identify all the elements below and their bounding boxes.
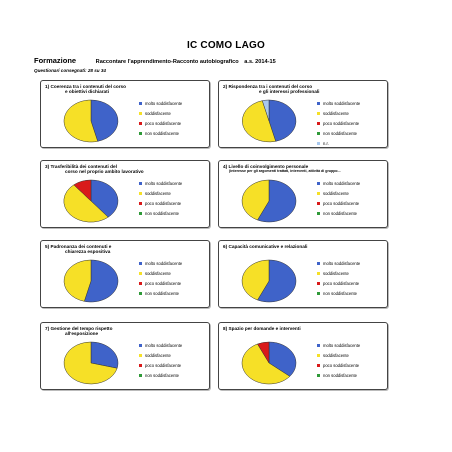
pie-chart [237, 340, 301, 386]
legend-item [139, 370, 182, 380]
chart-legend [139, 340, 182, 380]
legend-label: poco soddisfacente [145, 362, 182, 368]
chart-panel-4 [218, 160, 388, 228]
legend-label: molto soddisfacente [323, 260, 361, 266]
legend-swatch [317, 182, 320, 185]
legend-swatch [317, 142, 320, 145]
legend-swatch [139, 282, 142, 285]
subheader [34, 56, 434, 65]
legend-item [139, 350, 182, 360]
chart-title-line2: e gli interessi professionali [259, 89, 320, 95]
legend-label: soddisfacente [323, 190, 349, 196]
chart-title-line1: 4) Livello di coinvolgimento personale [223, 164, 309, 169]
legend-swatch [139, 344, 142, 347]
legend-label: molto soddisfacente [145, 100, 183, 106]
legend-swatch [139, 132, 142, 135]
chart-legend [139, 178, 182, 218]
legend-label: non soddisfacente [323, 130, 357, 136]
legend-label: soddisfacente [145, 270, 171, 276]
pie-chart [59, 178, 123, 224]
legend-label: poco soddisfacente [145, 200, 182, 206]
legend-item [317, 118, 360, 128]
legend-swatch [139, 112, 142, 115]
year-label: a.s. 2014-15 [244, 59, 276, 65]
legend-item [139, 268, 182, 278]
chart-title-line1: 5) Padronanza dei contenuti e [45, 244, 112, 249]
legend-label: molto soddisfacente [323, 180, 361, 186]
chart-note: (interesse per gli argomenti trattati, interventi, attività di gruppo... [229, 169, 341, 174]
legend-swatch [139, 262, 142, 265]
legend-item [317, 340, 360, 350]
pie-chart [59, 98, 123, 144]
legend-swatch [317, 292, 320, 295]
legend-item [317, 288, 360, 298]
legend-label: soddisfacente [323, 352, 349, 358]
questionnaires-count: Questionari consegnati: 28 su 34 [34, 68, 106, 73]
legend-swatch [317, 132, 320, 135]
chart-title [223, 326, 383, 331]
chart-panel-3 [40, 160, 210, 228]
chart-panel-2 [218, 80, 388, 148]
legend-swatch [139, 182, 142, 185]
legend-item [317, 128, 360, 138]
legend-item [317, 258, 360, 268]
chart-legend [317, 258, 360, 298]
chart-title [223, 164, 383, 174]
legend-swatch [139, 192, 142, 195]
legend-swatch [139, 122, 142, 125]
legend-item [139, 128, 182, 138]
legend-swatch [139, 272, 142, 275]
legend-swatch [317, 354, 320, 357]
chart-title-line1: 7) Gestione del tempo rispetto [45, 326, 113, 331]
legend-swatch [139, 374, 142, 377]
legend-swatch [317, 212, 320, 215]
chart-title [45, 164, 205, 175]
legend-swatch [317, 282, 320, 285]
legend-label: poco soddisfacente [145, 280, 182, 286]
chart-legend [139, 258, 182, 298]
chart-title-line1: 3) Trasferibilità dei contenuti del [45, 164, 117, 169]
chart-panel-7 [40, 322, 210, 390]
legend-label: non soddisfacente [323, 210, 357, 216]
legend-item [139, 208, 182, 218]
legend-swatch [317, 272, 320, 275]
legend-item [139, 118, 182, 128]
legend-swatch [317, 102, 320, 105]
page-title: IC COMO LAGO [187, 40, 265, 51]
legend-label: soddisfacente [145, 110, 171, 116]
chart-title-line1: 6) Capacità comunicative e relazionali [223, 244, 308, 249]
chart-legend [317, 98, 360, 148]
chart-title-line1: 8) Spazio per domande e interventi [223, 326, 301, 331]
legend-label: poco soddisfacente [145, 120, 182, 126]
chart-title [223, 84, 383, 95]
legend-label: soddisfacente [323, 110, 349, 116]
chart-panel-1 [40, 80, 210, 148]
chart-title-line2: chiarezza espositiva [65, 249, 111, 255]
legend-item [139, 340, 182, 350]
legend-item [317, 178, 360, 188]
pie-chart [237, 98, 301, 144]
legend-item [317, 268, 360, 278]
legend-label: poco soddisfacente [323, 280, 360, 286]
chart-title-line1: 1) Coerenza tra i contenuti del corso [45, 84, 127, 89]
legend-item [317, 350, 360, 360]
legend-label: n.r. [323, 140, 329, 146]
legend-item [317, 108, 360, 118]
course-label: Raccontare l'apprendimento-Racconto autobiografico [95, 59, 239, 65]
legend-label: molto soddisfacente [145, 342, 183, 348]
legend-item [139, 258, 182, 268]
legend-item [139, 198, 182, 208]
legend-swatch [317, 112, 320, 115]
legend-swatch [139, 292, 142, 295]
pie-chart [59, 258, 123, 304]
legend-label: molto soddisfacente [145, 260, 183, 266]
legend-item [139, 188, 182, 198]
legend-item [139, 98, 182, 108]
chart-title-line2: corso nel proprio ambito lavorativo [65, 169, 144, 175]
pie-chart [59, 340, 123, 386]
legend-label: non soddisfacente [145, 290, 179, 296]
legend-label: molto soddisfacente [145, 180, 183, 186]
legend-item [317, 360, 360, 370]
section-label: Formazione [34, 56, 77, 65]
legend-item [317, 188, 360, 198]
legend-item [139, 288, 182, 298]
chart-title [45, 244, 205, 255]
legend-swatch [317, 202, 320, 205]
chart-title-line2: all'esposizione [65, 331, 99, 337]
legend-swatch [139, 102, 142, 105]
legend-swatch [139, 212, 142, 215]
chart-title [223, 244, 383, 249]
legend-swatch [317, 374, 320, 377]
pie-chart [237, 258, 301, 304]
chart-title-line1: 2) Rispondenza tra i contenuti del corso [223, 84, 313, 89]
legend-swatch [139, 354, 142, 357]
legend-item [317, 278, 360, 288]
legend-label: poco soddisfacente [323, 200, 360, 206]
legend-label: molto soddisfacente [323, 100, 361, 106]
chart-legend [317, 340, 360, 380]
legend-swatch [317, 192, 320, 195]
legend-label: non soddisfacente [323, 290, 357, 296]
chart-legend [317, 178, 360, 218]
chart-panel-5 [40, 240, 210, 308]
legend-swatch [139, 364, 142, 367]
chart-title-line2: e obiettivi dichiarati [65, 89, 110, 95]
legend-item [139, 178, 182, 188]
legend-item [317, 138, 360, 148]
legend-swatch [317, 364, 320, 367]
legend-item [139, 278, 182, 288]
legend-label: non soddisfacente [323, 372, 357, 378]
chart-title [45, 84, 205, 95]
legend-item [317, 370, 360, 380]
legend-label: soddisfacente [145, 352, 171, 358]
legend-swatch [317, 344, 320, 347]
legend-label: soddisfacente [145, 190, 171, 196]
legend-item [139, 360, 182, 370]
chart-panel-6 [218, 240, 388, 308]
legend-item [317, 208, 360, 218]
legend-label: molto soddisfacente [323, 342, 361, 348]
legend-swatch [139, 202, 142, 205]
chart-title [45, 326, 205, 337]
legend-label: non soddisfacente [145, 372, 179, 378]
legend-label: poco soddisfacente [323, 362, 360, 368]
legend-swatch [317, 122, 320, 125]
legend-item [317, 98, 360, 108]
pie-chart [237, 178, 301, 224]
legend-label: non soddisfacente [145, 130, 179, 136]
legend-item [317, 198, 360, 208]
legend-item [139, 108, 182, 118]
legend-label: non soddisfacente [145, 210, 179, 216]
legend-label: soddisfacente [323, 270, 349, 276]
legend-swatch [317, 262, 320, 265]
chart-panel-8 [218, 322, 388, 390]
legend-label: poco soddisfacente [323, 120, 360, 126]
chart-legend [139, 98, 182, 138]
